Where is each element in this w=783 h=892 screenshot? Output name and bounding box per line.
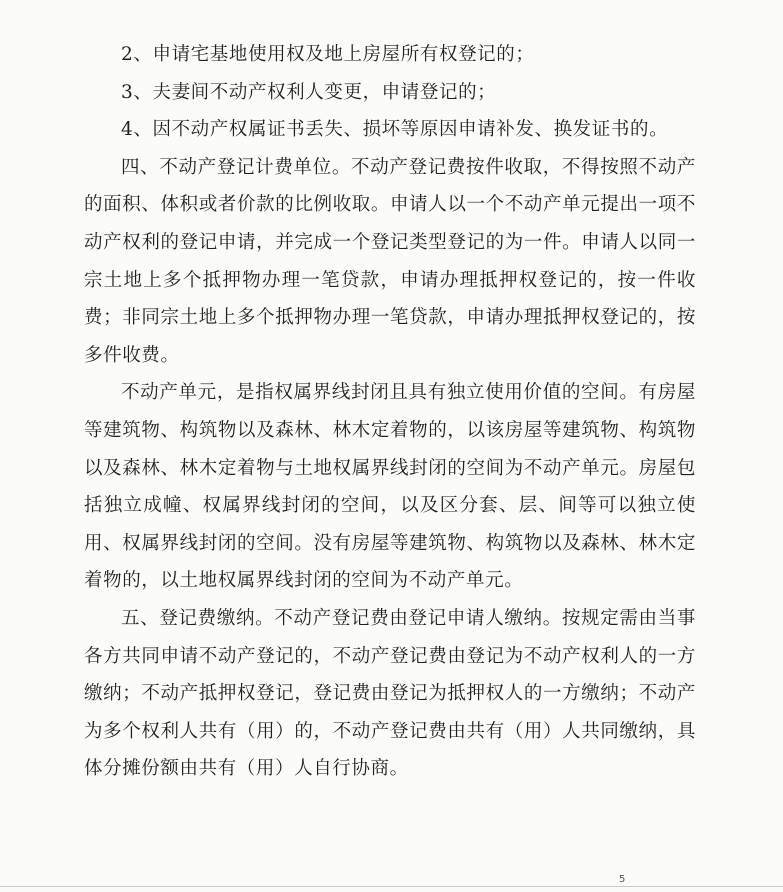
paragraph-section-4: 四、不动产登记计费单位。不动产登记费按件收取，不得按照不动产的面积、体积或者价款的比例收取。申请人以一个不动产单元提出一项不动产权利的登记申请，并完成一个登记类型登记的为一件。申请人以同一宗土地上多个抵押物办理一笔贷款，申请办理抵押权登记的，按一件收费；非同宗土地上多个抵押物办理一笔贷款，申请办理抵押权登记的，按多件收费。 [84, 156, 696, 366]
page-bottom-edge [0, 886, 783, 887]
page-number: 5 [619, 874, 626, 885]
paragraph-item-3: 3、夫妻间不动产权利人变更，申请登记的； [121, 81, 497, 103]
paragraph-unit-definition: 不动产单元，是指权属界线封闭且具有独立使用价值的空间。有房屋等建筑物、构筑物以及森林、林木定着物的，以该房屋等建筑物、构筑物以及森林、林木定着物与土地权属界线封闭的空间为不动产单元。房屋包括独立成幢、权属界线封闭的空间，以及区分套、层、间等可以独立使用、权属界线封闭的空间。没有房屋等建筑物、构筑物以及森林、林木定着物的，以土地权属界线封闭的空间为不动产单元。 [84, 382, 696, 592]
paragraph-item-4: 4、因不动产权属证书丢失、损坏等原因申请补发、换发证书的。 [121, 119, 669, 141]
paragraph-item-2: 2、申请宅基地使用权及地上房屋所有权登记的； [121, 44, 535, 65]
paragraph-section-5: 五、登记费缴纳。不动产登记费由登记申请人缴纳。按规定需由当事各方共同申请不动产登记的，不动产登记费由登记为不动产权利人的一方缴纳；不动产抵押权登记，登记费由登记为抵押权人的一方缴纳；不动产为多个权利人共有（用）的，不动产登记费由共有（用）人共同缴纳，具体分摊份额由共有（用）人自行协商。 [84, 607, 696, 780]
document-body [84, 36, 696, 788]
